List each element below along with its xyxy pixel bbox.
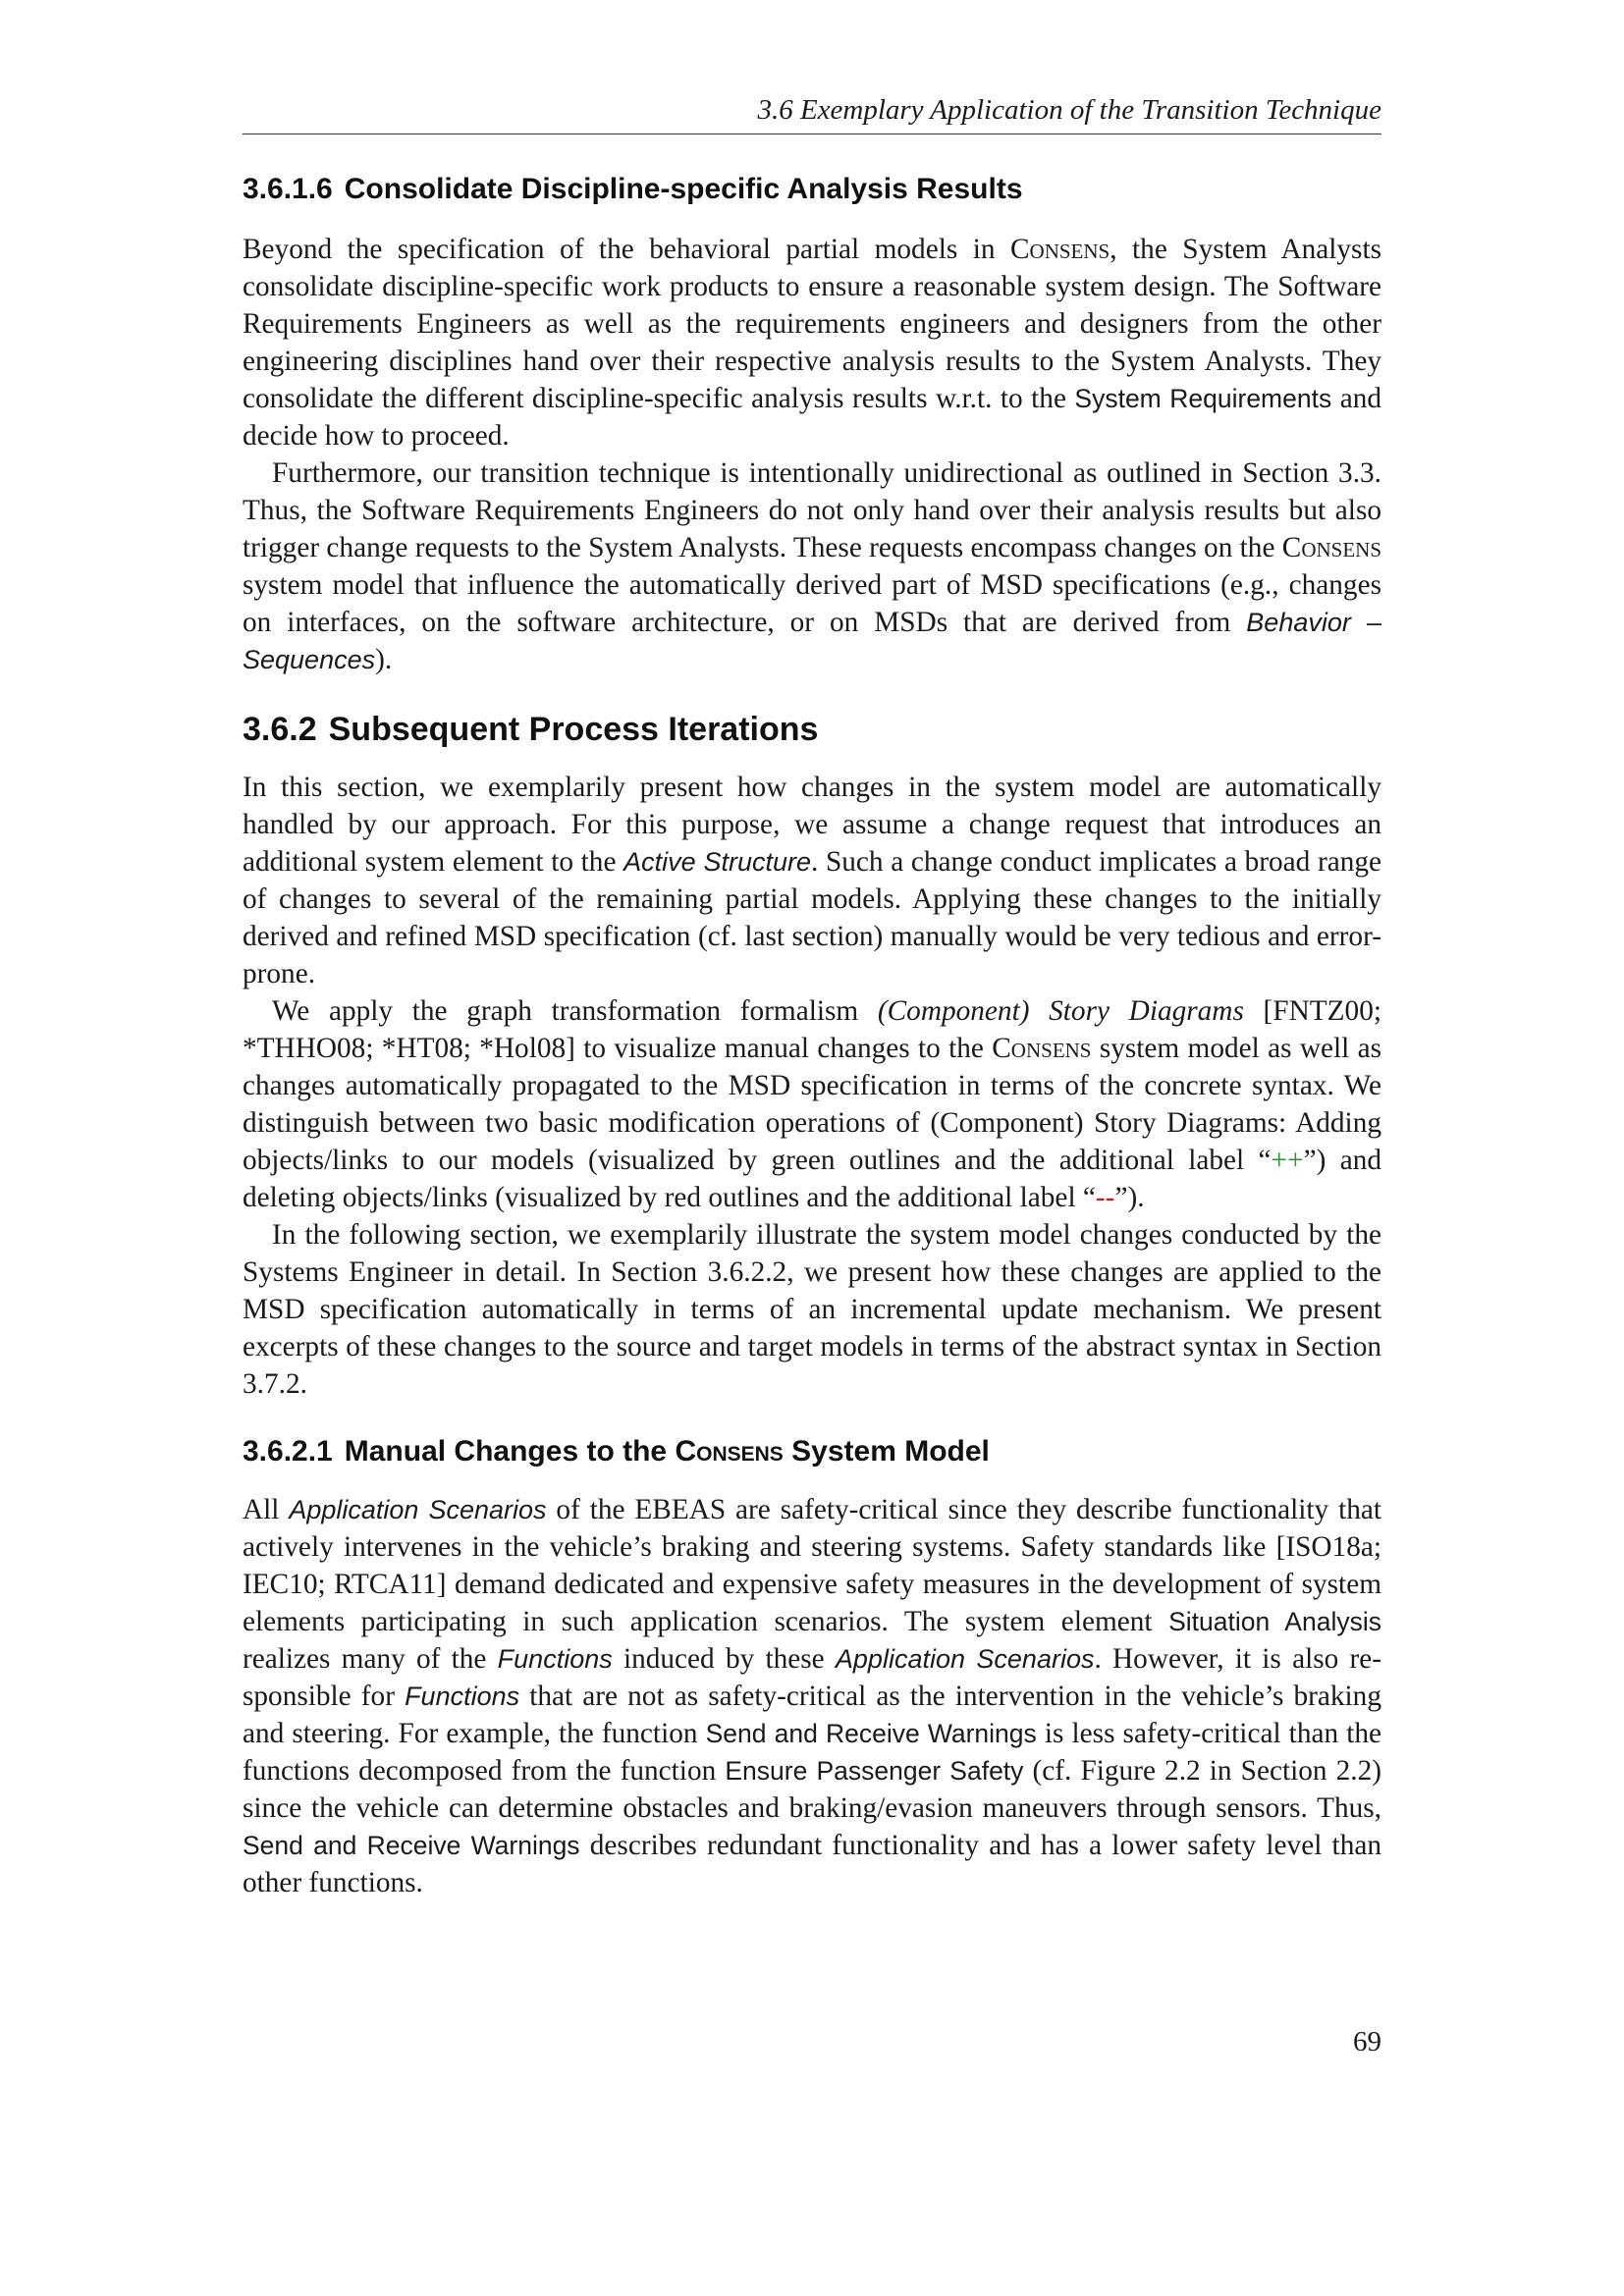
text: [FNTZ00; *THHO08; *HT08; *Hol08] to visualize manual changes to the <box>243 995 1381 1064</box>
heading-3-6-1-6 <box>243 170 1381 209</box>
text: . Such a change conduct implicates a broad range of changes to several of the remaining partial models. Applying these changes to the initially derived and refined MSD specification (cf. last section) manually would be very tedious and error-prone. <box>243 846 1382 989</box>
heading-title: Consolidate Discipline-specific Analysis Results <box>344 173 1023 205</box>
text: ). <box>375 644 393 675</box>
heading-number: 3.6.2.1 <box>243 1435 333 1468</box>
heading-3-6-2-1 <box>243 1432 1381 1471</box>
text: Beyond the specification of the behavioral partial models in <box>243 234 1010 265</box>
text: system model that influence the automatically derived part of MSD specifications (e.g., changes on interfaces, on the software architecture, or on MSDs that are derived from <box>243 569 1381 638</box>
text: Furthermore, our transition technique is intentionally unidirectional as outlined in Section 3.3. Thus, the Software Requirements Engineers do not only hand over their analysis results but also trigger change requests to the System Analysts. These requests encompass changes on the <box>243 457 1381 563</box>
page-body <box>243 90 1381 1901</box>
text: that are not as safety-critical as the intervention in the vehicle’s braking and steering. For example, the function <box>243 1681 1381 1749</box>
text: and decide how to proceed. <box>243 383 1381 452</box>
paragraph-iterations-3: In the following section, we exemplarily illustrate the system model changes conducted by the Systems Engineer in detail. In Section 3.6.2.2, we present how these changes are applied to the MSD specification automatically in terms of an incremental update mechanism. We present excerpts of these changes to the source and target models in terms of the abstract syntax in Section 3.7.2. <box>243 1219 1381 1400</box>
text: of the EBEAS are safety-critical since they describe functionality that actively intervenes in the vehicle’s braking and steering systems. Safety standards like [ISO18a; IEC10; RTCA11] demand dedicated and expensive safety measures in the development of system elements participating in such application scenarios. The system element <box>243 1494 1382 1637</box>
behavior-sequences-term: Behavior – Sequences <box>243 608 1381 674</box>
heading-title-part: Manual Changes to the <box>344 1435 676 1468</box>
consens-term: Consens <box>992 1033 1092 1064</box>
active-structure-term: Active Structure <box>623 847 812 877</box>
heading-number: 3.6.2 <box>243 711 317 748</box>
text: ”) and deleting objects/links (visualized by red outlines and the additional label “ <box>243 1145 1381 1213</box>
text: is less safety-critical than the functions decomposed from the function <box>243 1718 1382 1787</box>
functions-term: Functions <box>405 1682 520 1711</box>
running-head: 3.6 Exemplary Application of the Transition Technique <box>243 90 1381 134</box>
text: realizes many of the <box>243 1643 498 1675</box>
page-number: 69 <box>1353 2026 1381 2057</box>
heading-title-part: System Model <box>783 1435 990 1468</box>
text: , the System Analysts consolidate discipline-specific work products to ensure a reasonable system design. The Software Requirements Engineers as well as the requirements engineers and designers from the other engineering disciplines hand over their respective analysis results to the System Analysts. They consolidate the different discipline-specific analysis results w.r.t. to the <box>243 234 1381 414</box>
paragraph-consolidate-2 <box>243 454 1381 678</box>
send-receive-warnings-term: Send and Receive Warnings <box>243 1831 580 1860</box>
paragraph-iterations-2 <box>243 992 1381 1216</box>
text: In this section, we exemplarily present how changes in the system model are automatically handled by our approach. For this purpose, we assume a change request that introduces an additional system element to the <box>243 772 1381 878</box>
situation-analysis-term: Situation Analysis <box>1168 1607 1381 1636</box>
paragraph-consolidate-1 <box>243 231 1381 454</box>
heading-title: Subsequent Process Iterations <box>328 711 819 748</box>
text: ”). <box>1114 1182 1145 1213</box>
consens-term: Consens <box>1010 234 1110 265</box>
functions-term: Functions <box>497 1644 613 1674</box>
system-requirements-term: System Requirements <box>1074 384 1332 413</box>
text: (cf. Figure 2.2 in Section 2.2) since the vehicle can determine obstacles and braking/evasion maneuvers through sensors. Thus, <box>243 1755 1382 1824</box>
text: system model as well as changes automatically propagated to the MSD specification in terms of the concrete syntax. We distinguish between two basic modification operations of (Component) Story Diagrams: Adding objects/links to our models (visualized by green outlines and the additional label “ <box>243 1033 1381 1176</box>
text: We apply the graph transformation formalism <box>272 995 878 1027</box>
consens-term: Consens <box>1281 532 1382 563</box>
text: describes redundant functionality and has a lower safety level than other functions. <box>243 1830 1381 1898</box>
ensure-passenger-safety-term: Ensure Passenger Safety <box>725 1756 1024 1786</box>
heading-number: 3.6.1.6 <box>243 173 333 205</box>
delete-label: -- <box>1095 1182 1115 1213</box>
heading-consens-term: Consens <box>675 1435 784 1468</box>
text: induced by these <box>612 1643 836 1675</box>
add-label: ++ <box>1271 1145 1304 1176</box>
application-scenarios-term: Application Scenarios <box>835 1644 1095 1674</box>
heading-3-6-2 <box>243 708 1381 751</box>
application-scenarios-term: Application Scenarios <box>289 1495 547 1524</box>
text: . However, it is also responsible for <box>243 1643 1382 1712</box>
text: All <box>243 1494 290 1525</box>
paragraph-manual-changes-1 <box>243 1491 1381 1901</box>
send-receive-warnings-term: Send and Receive Warnings <box>705 1719 1037 1748</box>
story-diagrams-term: (Component) Story Diagrams <box>877 995 1244 1027</box>
paragraph-iterations-1 <box>243 769 1381 992</box>
